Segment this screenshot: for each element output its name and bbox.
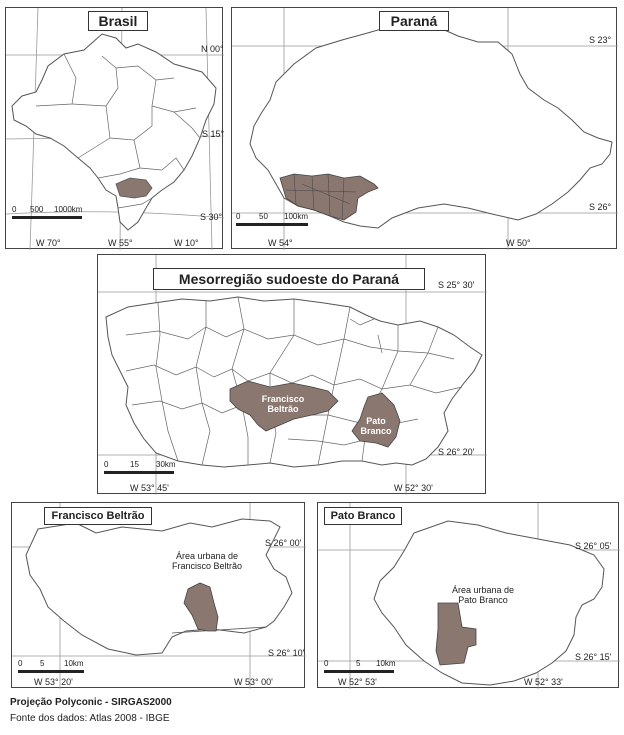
francisco-beltrao-map-panel <box>11 502 305 688</box>
scale-label-mid: 5 <box>356 659 361 668</box>
parana-map-panel <box>231 7 617 249</box>
meso-scale-bar <box>104 461 184 475</box>
scale-label-0: 0 <box>104 460 109 469</box>
scale-label-0: 0 <box>12 205 17 214</box>
parana-title: Paraná <box>379 11 449 31</box>
mesorregiao-map-panel <box>97 254 486 494</box>
scale-label-mid: 500 <box>30 205 44 214</box>
pb-lat-s26-05: S 26° 05' <box>575 541 612 551</box>
fb-lat-s26-10: S 26° 10' <box>268 648 305 658</box>
parana-lon-w50: W 50° <box>506 238 531 248</box>
projection-caption: Projeção Polyconic - SIRGAS2000 <box>10 697 172 708</box>
brasil-lat-s30: S 30° <box>200 212 223 222</box>
brasil-lat-s15: S 15° <box>202 129 225 139</box>
mesorregiao-title: Mesorregião sudoeste do Paraná <box>153 268 425 290</box>
brasil-lon-w10: W 10° <box>174 238 199 248</box>
scale-label-end: 1000km <box>54 205 83 214</box>
francisco-beltrao-urban-label: Área urbana de Francisco Beltrão <box>171 551 243 572</box>
fb-lon-w53-00: W 53° 00' <box>234 677 273 687</box>
mesorregiao-map-graphic <box>98 255 487 495</box>
francisco-beltrao-municipality-outline <box>26 519 292 655</box>
scale-label-end: 10km <box>64 659 84 668</box>
meso-lat-s25-30: S 25° 30' <box>438 280 475 290</box>
francisco-beltrao-title: Francisco Beltrão <box>44 507 152 525</box>
parana-scale-bar <box>236 213 316 227</box>
pato-branco-title: Pato Branco <box>324 507 402 525</box>
scale-label-end: 30km <box>156 460 176 469</box>
brasil-title: Brasil <box>88 11 148 31</box>
brasil-lon-w70: W 70° <box>36 238 61 248</box>
scale-label-mid: 5 <box>40 659 45 668</box>
fb-scale-bar <box>18 660 98 674</box>
pato-branco-region-label: Pato Branco <box>360 416 392 436</box>
scale-label-0: 0 <box>236 212 241 221</box>
pb-lon-w52-53: W 52° 53' <box>338 677 377 687</box>
francisco-beltrao-region-label: Francisco Beltrão <box>261 394 305 414</box>
brasil-scale-bar <box>12 206 87 220</box>
data-source-caption: Fonte dos dados: Atlas 2008 - IBGE <box>10 713 170 724</box>
pb-lon-w52-33: W 52° 33' <box>524 677 563 687</box>
parana-lon-w54: W 54° <box>268 238 293 248</box>
scale-label-0: 0 <box>18 659 23 668</box>
meso-lat-s26-20: S 26° 20' <box>438 447 475 457</box>
meso-lon-w53-45: W 53° 45' <box>130 483 169 493</box>
scale-label-end: 100km <box>284 212 309 221</box>
meso-lon-w52-30: W 52° 30' <box>394 483 433 493</box>
pato-branco-urban-label: Área urbana de Pato Branco <box>451 585 515 606</box>
brazil-outline <box>12 34 216 230</box>
scale-label-end: 10km <box>376 659 396 668</box>
parana-lat-s26: S 26° <box>589 202 612 212</box>
scale-label-0: 0 <box>324 659 329 668</box>
pb-lat-s26-15: S 26° 15' <box>575 652 612 662</box>
pb-scale-bar <box>324 660 404 674</box>
brasil-map-panel <box>5 7 223 249</box>
brasil-lat-n00: N 00° <box>201 44 224 54</box>
parana-lat-s23: S 23° <box>589 35 612 45</box>
brasil-lon-w55: W 55° <box>108 238 133 248</box>
scale-label-mid: 50 <box>259 212 268 221</box>
fb-lon-w53-20: W 53° 20' <box>34 677 73 687</box>
scale-label-mid: 15 <box>130 460 139 469</box>
fb-lat-s26-00: S 26° 00' <box>265 538 302 548</box>
pato-branco-map-panel <box>317 502 619 688</box>
